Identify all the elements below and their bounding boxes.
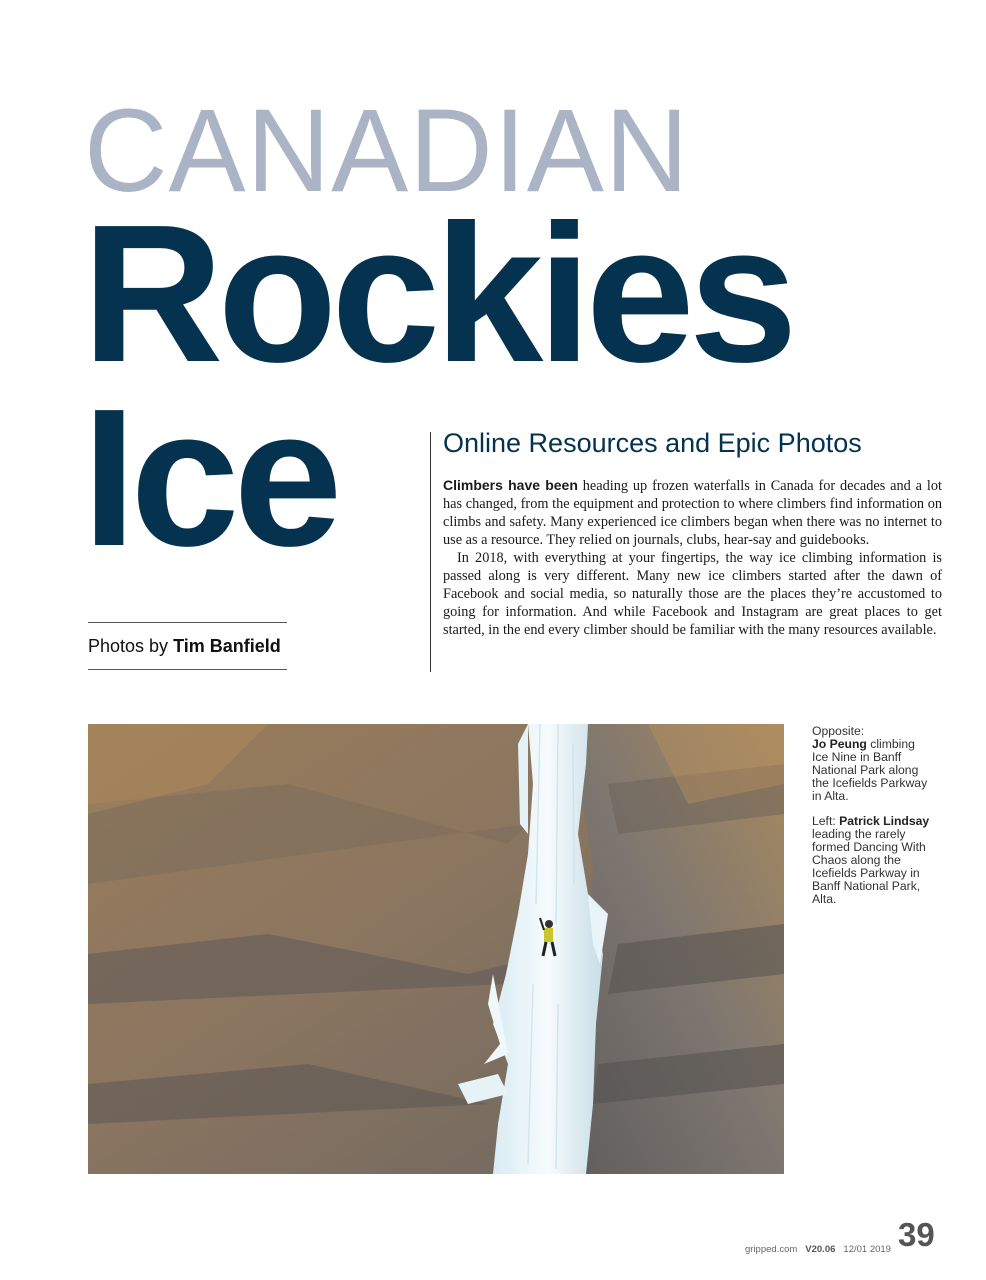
footer-volume: V20.06 [805,1244,836,1255]
caption-left-name: Patrick Lindsay [839,814,930,828]
page-number: 39 [898,1216,935,1253]
photo-credit [88,636,298,657]
article-paragraph-2: In 2018, with everything at your fingertips, the way ice climbing information is passed along is very different. Many new ice climbers started after the dawn of Facebook and social media, so naturally those are the places they’re accustomed to going for information. And while Facebook and Instagram are great places to get started, in the end every climber should be familiar with the many resources available. [443,550,942,638]
column-rule [430,432,431,672]
credit-rule-top [88,622,287,623]
footer-site: gripped.com [745,1244,798,1255]
caption-opposite-label: Opposite: [812,724,865,738]
footer-date: 12/01 2019 [843,1244,891,1255]
climbing-photo-illustration [88,724,784,1174]
footer-meta [745,1244,891,1255]
title-ice: Ice [82,368,337,587]
caption-opposite-text: climbing Ice Nine in Banff National Park along the Icefields Parkway in Alta. [812,737,928,803]
article-body [443,476,942,639]
title-canadian: CANADIAN [84,85,690,217]
caption-opposite-name: Jo Peung [812,737,867,751]
credit-rule-bottom [88,669,287,670]
title-rockies: Rockies [82,184,792,403]
caption-left-label: Left: [812,814,840,828]
credit-photographer: Tim Banfield [173,636,281,656]
caption-left-text: leading the rarely formed Dancing With Chaos along the Icefields Parkway in Banff National Park, Alta. [812,827,926,906]
credit-prefix: Photos by [88,636,169,656]
caption-opposite [812,725,932,803]
article-subhead: Online Resources and Epic Photos [443,428,862,458]
climbing-photo [88,724,784,1174]
article-paragraph-1 [443,476,942,549]
caption-left [812,815,932,906]
lead-in: Climbers have been [443,477,578,493]
paragraph-1-text: heading up frozen waterfalls in Canada for decades and a lot has changed, from the equipment and protection to where climbers find information on climbs and safety. Many experienced ice climbers began when there was no internet to use as a resource. They relied on journals, clubs, hear-say and guidebooks. [443,478,942,548]
